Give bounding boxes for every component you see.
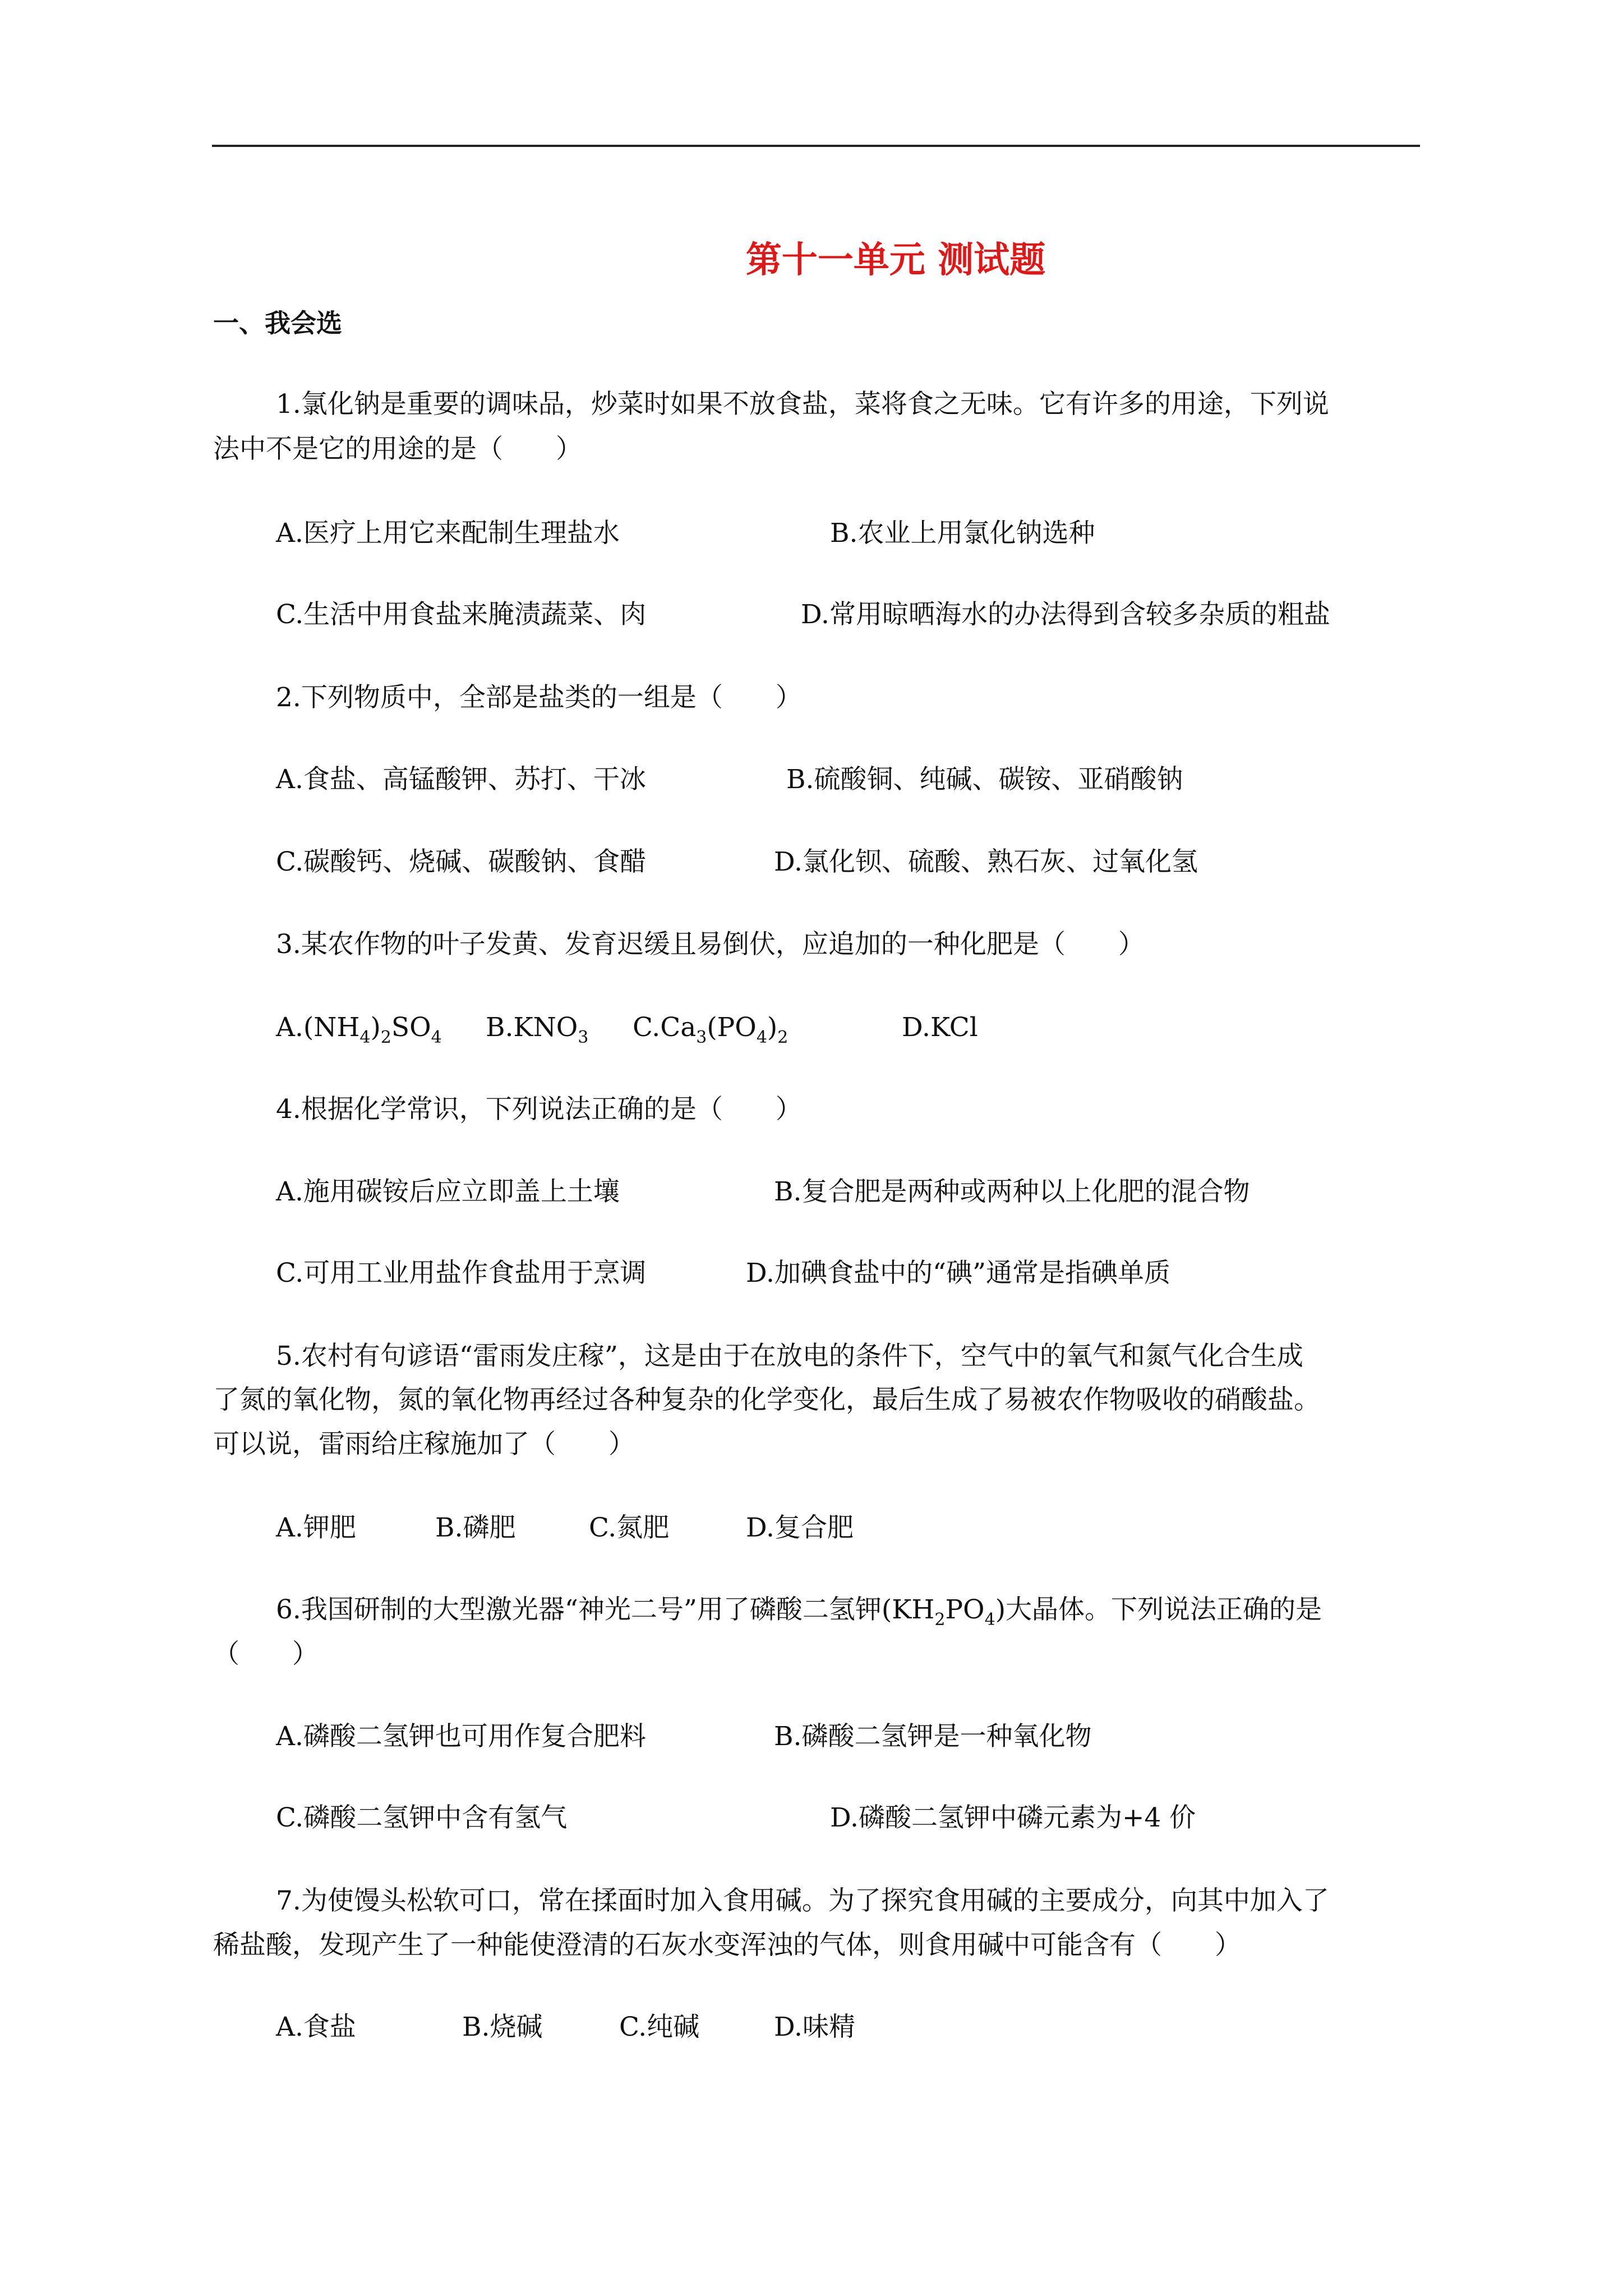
q4-option-d: D.加碘食盐中的“碘”通常是指碘单质 [746,1258,1171,1289]
q4-option-b: B.复合肥是两种或两种以上化肥的混合物 [774,1176,1250,1207]
question-6-text: 6.我国研制的大型激光器“神光二号”用了磷酸二氢钾$(KH_2PO_4)$大晶体。下列说法正确的是 [276,1594,1322,1630]
q6-option-a: A.磷酸二氢钾也可用作复合肥料 [276,1721,646,1752]
q3-option-d: D.KCl [902,1012,978,1043]
q3-option-c: $C.Ca_3(PO_4)_2$ [633,1012,789,1047]
q5-option-a: A.钾肥 [276,1512,356,1543]
q7-option-d: D.味精 [774,2012,855,2042]
question-3-text: 3.某农作物的叶子发黄、发育迟缓且易倒伏，应追加的一种化肥是（ ） [276,929,1145,960]
q7-option-b: B.烧碱 [462,2012,543,2042]
q3-option-a: $A.(NH_4)_2SO_4$ [276,1012,442,1047]
q1-option-b: B.农业上用氯化钠选种 [830,518,1095,549]
question-4-text: 4.根据化学常识，下列说法正确的是（ ） [276,1094,802,1125]
q4-option-a: A.施用碳铵后应立即盖上土壤 [276,1176,620,1207]
question-5-text: 5.农村有句谚语“雷雨发庄稼”，这是由于在放电的条件下，空气中的氧气和氮气化合生成 [276,1341,1303,1372]
question-7-text-cont: 稀盐酸，发现产生了一种能使澄清的石灰水变浑浊的气体，则食用碱中可能含有（ ） [213,1930,1241,1961]
question-6-text-cont: （ ） [213,1639,319,1669]
q3-option-b: $B.KNO_3$ [486,1012,589,1047]
q1-option-a: A.医疗上用它来配制生理盐水 [276,518,620,549]
header-rule [212,145,1420,147]
question-5-text-cont: 了氮的氧化物，氮的氧化物再经过各种复杂的化学变化，最后生成了易被农作物吸收的硝酸盐。 [213,1384,1320,1415]
question-5-text-cont2: 可以说，雷雨给庄稼施加了（ ） [213,1429,635,1460]
q1-option-c: C.生活中用食盐来腌渍蔬菜、肉 [276,599,647,630]
q7-option-c: C.纯碱 [619,2012,700,2042]
q5-option-d: D.复合肥 [746,1512,854,1543]
question-2-text: 2.下列物质中，全部是盐类的一组是（ ） [276,682,802,713]
question-7-text: 7.为使馒头松软可口，常在揉面时加入食用碱。为了探究食用碱的主要成分，向其中加入了 [276,1885,1329,1916]
q2-option-b: B.硫酸铜、纯碱、碳铵、亚硝酸钠 [786,764,1183,795]
q6-option-d: D.磷酸二氢钾中磷元素为+4 价 [830,1802,1196,1833]
q6-option-b: B.磷酸二氢钾是一种氧化物 [774,1721,1092,1752]
q2-option-c: C.碳酸钙、烧碱、碳酸钠、食醋 [276,846,647,877]
q2-option-d: D.氯化钡、硫酸、熟石灰、过氧化氢 [774,846,1198,877]
question-1-text: 1.氯化钠是重要的调味品，炒菜时如果不放食盐，菜将食之无味。它有许多的用途，下列说 [276,389,1329,420]
q4-option-c: C.可用工业用盐作食盐用于烹调 [276,1258,647,1289]
q5-option-c: C.氮肥 [589,1512,670,1543]
q2-option-a: A.食盐、高锰酸钾、苏打、干冰 [276,764,646,795]
page-title: 第十一单元 测试题 [745,240,1046,281]
q5-option-b: B.磷肥 [435,1512,516,1543]
question-1-text-cont: 法中不是它的用途的是（ ） [213,434,582,464]
q7-option-a: A.食盐 [276,2012,356,2042]
q6-option-c: C.磷酸二氢钾中含有氢气 [276,1802,568,1833]
section-heading: 一、我会选 [213,308,342,338]
q1-option-d: D.常用晾晒海水的办法得到含较多杂质的粗盐 [801,599,1330,630]
